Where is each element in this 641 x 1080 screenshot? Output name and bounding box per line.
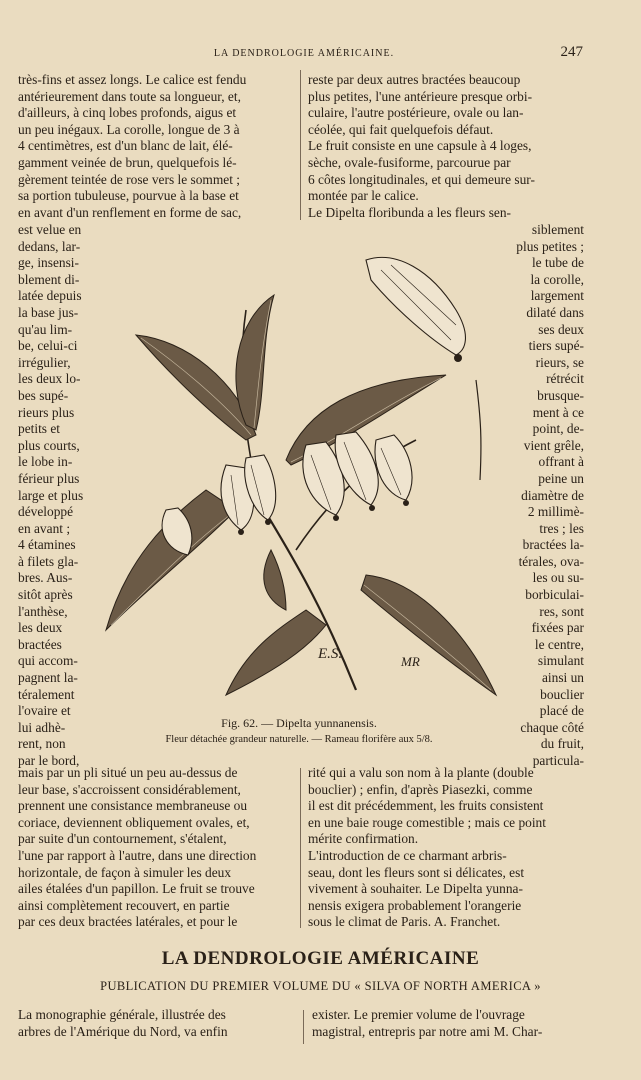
section-subtitle: PUBLICATION DU PREMIER VOLUME DU « SILVA OF NORTH AMERICA » bbox=[100, 979, 541, 993]
text-line: plus courts, bbox=[18, 437, 80, 453]
text-line: l'ovaire et bbox=[18, 703, 71, 719]
text-line: ment à ce bbox=[532, 404, 584, 420]
text-line: 6 côtes longitudinales, et qui demeure sur- bbox=[308, 171, 535, 187]
column-divider bbox=[300, 70, 301, 220]
text-line: férieur plus bbox=[18, 470, 80, 486]
text-line: l'une par rapport à l'autre, dans une direction bbox=[18, 847, 257, 863]
text-line: montée par le calice. bbox=[308, 188, 419, 204]
text-line: le lobe in- bbox=[18, 454, 73, 470]
text-line: qui accom- bbox=[18, 653, 78, 669]
text-line: largement bbox=[530, 288, 584, 304]
text-line: rent, non bbox=[18, 736, 66, 752]
text-line: simulant bbox=[537, 653, 584, 669]
text-line: ailes étalées d'un papillon. Le fruit se trouve bbox=[18, 881, 255, 897]
dipelta-illustration bbox=[96, 230, 502, 710]
text-line: sèche, ovale-fusiforme, parcourue par bbox=[308, 154, 511, 170]
text-line: ge, insensi- bbox=[18, 255, 79, 271]
text-line: la corolle, bbox=[530, 271, 584, 287]
text-line: horizontale, de façon à simuler les deux bbox=[18, 864, 232, 880]
text-line: 4 étamines bbox=[18, 537, 76, 553]
text-line: sa portion tubuleuse, pourvue à la base et bbox=[18, 188, 239, 204]
text-line: coriace, deviennent obliquement ovales, et, bbox=[18, 814, 250, 830]
text-line: développé bbox=[18, 504, 74, 520]
text-line: les ou su- bbox=[532, 570, 584, 586]
page-number: 247 bbox=[560, 44, 583, 60]
text-line: chaque côté bbox=[520, 719, 584, 735]
text-line: gamment veinée de brun, quelquefois lé- bbox=[18, 154, 237, 170]
text-line: irrégulier, bbox=[18, 354, 71, 370]
text-line: bes supé- bbox=[18, 387, 69, 403]
text-line: est velue en bbox=[18, 222, 82, 237]
text-line: le tube de bbox=[531, 255, 584, 271]
text-line: ainsi un bbox=[541, 670, 584, 686]
text-line: fixées par bbox=[531, 620, 584, 636]
text-line: placé de bbox=[539, 703, 584, 719]
left-narrow-column bbox=[18, 222, 92, 770]
text-line: qu'au lim- bbox=[18, 321, 73, 337]
text-line: Le Dipelta floribunda a les fleurs sen- bbox=[308, 204, 512, 220]
figure-subtitle: Fleur détachée grandeur naturelle. — Rameau florifère aux 5/8. bbox=[165, 734, 433, 745]
text-line: pagnent la- bbox=[18, 670, 78, 686]
text-line: exister. Le premier volume de l'ouvrage bbox=[312, 1007, 525, 1022]
text-line: ainsi complètement recouvert, en partie bbox=[18, 897, 230, 913]
text-line: peine un bbox=[538, 470, 584, 486]
text-line: rieurs, se bbox=[535, 354, 584, 370]
text-line: 2 millimè- bbox=[527, 504, 584, 520]
text-line: antérieurement dans toute sa longueur, et, bbox=[18, 88, 241, 104]
foot-right-column bbox=[312, 1007, 586, 1040]
text-line: borbiculai- bbox=[525, 587, 584, 603]
text-line: vient grêle, bbox=[523, 437, 584, 453]
text-line: céolée, qui fait quelquefois défaut. bbox=[308, 121, 494, 137]
foot-left-column bbox=[18, 1007, 294, 1040]
text-line: arbres de l'Amérique du Nord, va enfin bbox=[18, 1023, 228, 1039]
text-line: La monographie générale, illustrée des bbox=[18, 1007, 226, 1022]
text-line: très-fins et assez longs. Le calice est fendu bbox=[18, 72, 247, 87]
section-title: LA DENDROLOGIE AMÉRICAINE bbox=[161, 948, 480, 969]
right-narrow-column bbox=[506, 222, 584, 770]
text-line: res, sont bbox=[539, 603, 584, 619]
left-column-top bbox=[18, 72, 292, 221]
text-line: térales, ova- bbox=[518, 553, 584, 569]
text-line: en avant ; bbox=[18, 520, 71, 536]
text-line: la base jus- bbox=[18, 304, 79, 320]
text-line: 4 centimètres, est d'un blanc de lait, élé- bbox=[18, 138, 233, 154]
text-line: reste par deux autres bractées beaucoup bbox=[308, 72, 521, 87]
text-line: bouclier) ; enfin, d'après Piasezki, comme bbox=[308, 781, 533, 797]
text-line: sous le climat de Paris. A. Franchet. bbox=[308, 914, 501, 930]
text-line: par le bord, bbox=[18, 753, 80, 768]
text-line: leur base, s'accroissent considérablement, bbox=[18, 781, 241, 797]
text-line: bouclier bbox=[540, 686, 584, 702]
running-head: LA DENDROLOGIE AMÉRICAINE. bbox=[213, 48, 395, 59]
text-line: bractées bbox=[18, 636, 62, 652]
text-line: bractées la- bbox=[522, 537, 584, 553]
text-line: dilaté dans bbox=[526, 304, 584, 320]
text-line: petits et bbox=[18, 421, 61, 437]
text-line: blement di- bbox=[18, 271, 80, 287]
text-line: point, de- bbox=[532, 421, 584, 437]
text-line: en avant d'un renflement en forme de sac, bbox=[18, 204, 242, 220]
text-line: tiers supé- bbox=[528, 338, 584, 354]
text-line: il est dit précédemment, les fruits consistent bbox=[308, 798, 544, 814]
text-line: rité qui a valu son nom à la plante (double bbox=[308, 765, 534, 780]
text-line: l'anthèse, bbox=[18, 603, 68, 619]
text-line: tres ; les bbox=[539, 520, 584, 536]
text-line: magistral, entrepris par notre ami M. Char- bbox=[312, 1023, 543, 1039]
text-line: à filets gla- bbox=[18, 553, 79, 569]
column-divider bbox=[303, 1010, 304, 1044]
text-line: du fruit, bbox=[540, 736, 584, 752]
left-column-bottom bbox=[18, 765, 292, 931]
text-line: particula- bbox=[532, 753, 584, 768]
text-line: par suite d'un contournement, s'étalent, bbox=[18, 831, 227, 847]
text-line: be, celui-ci bbox=[18, 338, 78, 354]
text-line: plus petites ; bbox=[516, 238, 584, 254]
text-line: latée depuis bbox=[18, 288, 82, 304]
engraver-signature: MR bbox=[401, 654, 420, 669]
text-line: mérite confirmation. bbox=[308, 831, 419, 847]
text-line: bres. Aus- bbox=[18, 570, 73, 586]
text-line: culaire, l'autre postérieure, ovale ou lan- bbox=[308, 105, 524, 121]
text-line: un peu inégaux. La corolle, longue de 3 à bbox=[18, 121, 240, 137]
text-line: plus petites, l'une antérieure presque orbi- bbox=[308, 88, 533, 104]
text-line: siblement bbox=[531, 222, 584, 237]
right-column-bottom bbox=[308, 765, 584, 931]
text-line: seau, dont les fleurs sont si délicates, est bbox=[308, 864, 525, 880]
text-line: par ces deux bractées latérales, et pour le bbox=[18, 914, 238, 930]
text-line: Le fruit consiste en une capsule à 4 loges, bbox=[308, 138, 532, 154]
text-line: dedans, lar- bbox=[18, 238, 81, 254]
text-line: en une baie rouge comestible ; mais ce point bbox=[308, 814, 546, 830]
text-line: large et plus bbox=[18, 487, 84, 503]
text-line: nensis exigera probablement l'orangerie bbox=[308, 897, 522, 913]
text-line: L'introduction de ce charmant arbris- bbox=[308, 847, 507, 863]
text-line: le centre, bbox=[534, 636, 584, 652]
text-line: téralement bbox=[18, 686, 75, 702]
text-line: les deux bbox=[18, 620, 63, 636]
text-line: rétrécit bbox=[546, 371, 584, 387]
text-line: sitôt après bbox=[18, 587, 73, 603]
text-line: diamètre de bbox=[521, 487, 584, 503]
text-line: offrant à bbox=[538, 454, 584, 470]
text-line: mais par un pli situé un peu au-dessus de bbox=[18, 765, 238, 780]
text-line: ses deux bbox=[538, 321, 584, 337]
text-line: vivement à souhaiter. Le Dipelta yunna- bbox=[308, 881, 523, 897]
text-line: d'ailleurs, à cinq lobes profonds, aigus et bbox=[18, 105, 237, 121]
right-column-top bbox=[308, 72, 584, 221]
text-line: gèrement teintée de rose vers le sommet ; bbox=[18, 171, 240, 187]
text-line: les deux lo- bbox=[18, 371, 81, 387]
column-divider bbox=[300, 768, 301, 928]
text-line: lui adhè- bbox=[18, 719, 66, 735]
text-line: prennent une consistance membraneuse ou bbox=[18, 798, 248, 814]
text-line: rieurs plus bbox=[18, 404, 75, 420]
text-line: brusque- bbox=[537, 387, 584, 403]
figure-caption bbox=[96, 716, 502, 745]
illustrator-signature: E.S. bbox=[318, 646, 343, 662]
figure-title: Fig. 62. — Dipelta yunnanensis. bbox=[221, 716, 377, 730]
